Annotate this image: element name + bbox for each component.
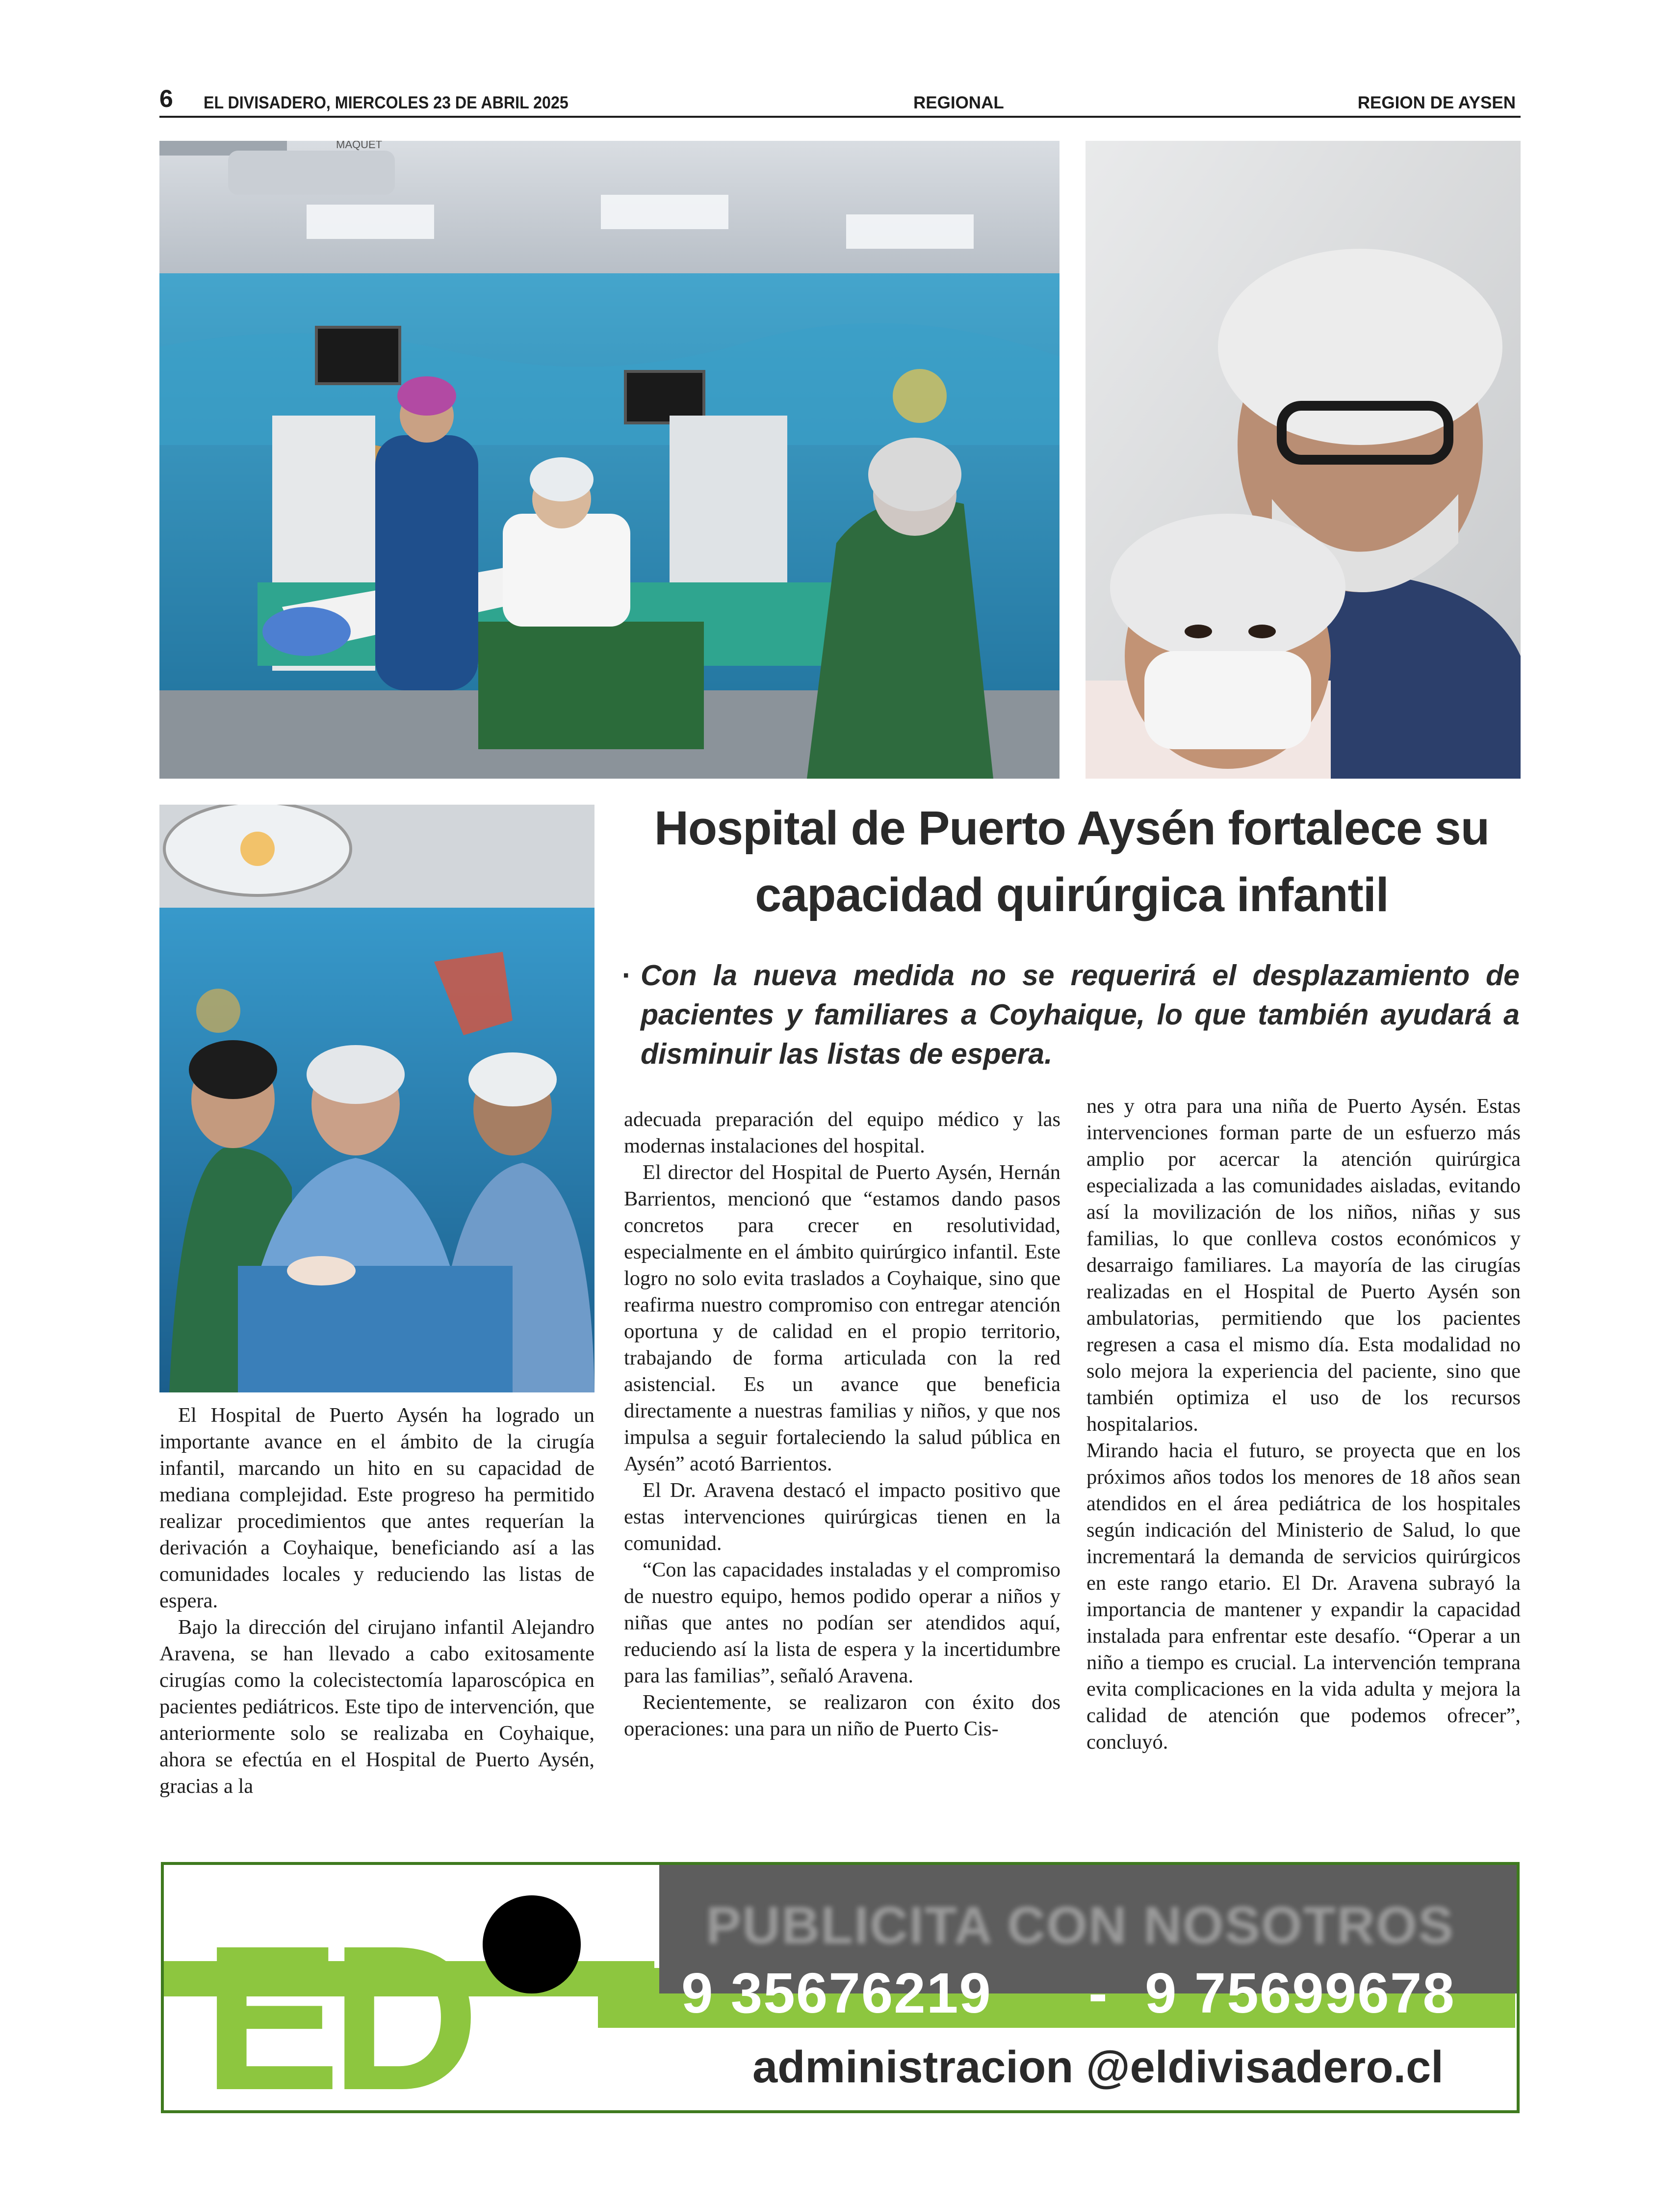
logo-text: ED (203, 1903, 470, 2101)
paragraph: adecuada preparación del equipo médico y las modernas instalaciones del hospital. (624, 1108, 1060, 1157)
paragraph: Recientemente, se realizaron con éxito dos operaciones: una para un niño de Puerto Cis- (624, 1691, 1060, 1740)
paragraph: El director del Hospital de Puerto Aysén, Hernán Barrientos, mencionó que “estamos dando pasos concretos para crecer en resolutividad, especialmente en el ámbito quirúrgico infantil. Este logro no solo evita traslados a Coyhaique, sino que reafirma nuestro compromiso con entregar atención oportuna y de calidad en el propio territorio, trabajando de forma articulada con la red asistencial. Es un avance que beneficia directamente a nuestras familias y niños, y que nos impulsa a seguir fortaleciendo la salud pública en Aysén” acotó Barrientos. (624, 1161, 1060, 1475)
section-label: REGIONAL (913, 93, 1004, 112)
headline (623, 795, 1521, 928)
paragraph: El Dr. Aravena destacó el impacto positivo que estas intervenciones quirúrgicas tienen en la comunidad. (624, 1479, 1060, 1555)
ad-phone-1: 9 35676219 (681, 1961, 992, 2025)
paragraph: nes y otra para una niña de Puerto Aysén. Estas intervenciones forman parte de un esfuerzo más amplio por acercar la atención quirúrgica especializada a las comunidades aisladas, evitando así la movilización de los niños, niñas y sus familias, lo que conlleva costos económicos y desarraigo familiares. La mayoría de las cirugías realizadas en el Hospital de Puerto Aysén son ambulatorias, permitiendo que los pacientes regresen a casa el mismo día. Esta modalidad no solo mejora la experiencia del paciente, sino que también optimiza el uso de los recursos hospitalarios. (1086, 1095, 1521, 1436)
ad-phone-separator: - (1088, 1961, 1108, 2025)
paragraph: El Hospital de Puerto Aysén ha logrado un importante avance en el ámbito de la cirugía infantil, marcando un hito en su capacidad de mediana complejidad. Este progreso ha permitido realizar procedimientos que antes requerían la derivación a Coyhaique, beneficiando así a las comunidades locales y reduciendo las listas de espera. (159, 1404, 594, 1612)
paragraph: Mirando hacia el futuro, se proyecta que en los próximos años todos los menores de 18 años sean atendidos en el área pediátrica de los hospitales según indicación del Ministerio de Salud, lo que incrementará la demanda de servicios quirúrgicos en este rango etario. El Dr. Aravena subrayó la importancia de mantener y expandir la capacidad instalada para enfrentar este desafío. “Operar a un niño a tiempo es crucial. La intervención temprana evita complicaciones en la vida adulta y mejora la calidad de atención que podemos ofrecer”, concluyó. (1086, 1439, 1521, 1754)
date-line: EL DIVISADERO, MIERCOLES 23 DE ABRIL 2025 (204, 93, 569, 112)
subhead-bullet: · (622, 959, 632, 992)
equipment-label: MAQUET (336, 141, 383, 151)
page-number: 6 (159, 85, 173, 112)
region-label: REGION DE AYSEN (1357, 93, 1516, 112)
surgical-team-photo (159, 805, 594, 1392)
paragraph: “Con las capacidades instaladas y el compromiso de nuestro equipo, hemos podido operar a niños y niñas que antes no podían ser atendidos aquí, reduciendo así la lista de espera y la incertidumbre para las familias”, señaló Aravena. (624, 1558, 1060, 1687)
page-header (159, 82, 1521, 118)
article-column-2 (624, 1106, 1060, 1742)
ad-tagline: PUBLICITA CON NOSOTROS (706, 1895, 1454, 1955)
ad-email: administracion @eldivisadero.cl (752, 2042, 1444, 2092)
headline-line-1: Hospital de Puerto Aysén fortalece su (654, 801, 1490, 855)
advertisement (161, 1862, 1520, 2113)
paragraph: Bajo la dirección del cirujano infantil Alejandro Aravena, se han llevado a cabo exitosamente cirugías como la colecistectomía laparoscópica en pacientes pediátricos. Este tipo de intervención, que anteriormente solo se realizaba en Coyhaique, ahora se efectúa en el Hospital de Puerto Aysén, gracias a la (159, 1616, 594, 1798)
subheadline (622, 956, 1520, 1074)
operating-room-photo (159, 141, 1060, 779)
doctor-with-child-photo (1086, 141, 1521, 779)
article-column-1 (159, 1402, 594, 1800)
ad-phone-2: 9 75699678 (1145, 1961, 1455, 2025)
subhead-text: Con la nueva medida no se requerirá el desplazamiento de pacientes y familiares a Coyhaique, lo que también ayudará a disminuir las listas de espera. (641, 959, 1520, 1070)
article-column-3 (1086, 1093, 1521, 1756)
headline-line-2: capacidad quirúrgica infantil (755, 868, 1389, 921)
